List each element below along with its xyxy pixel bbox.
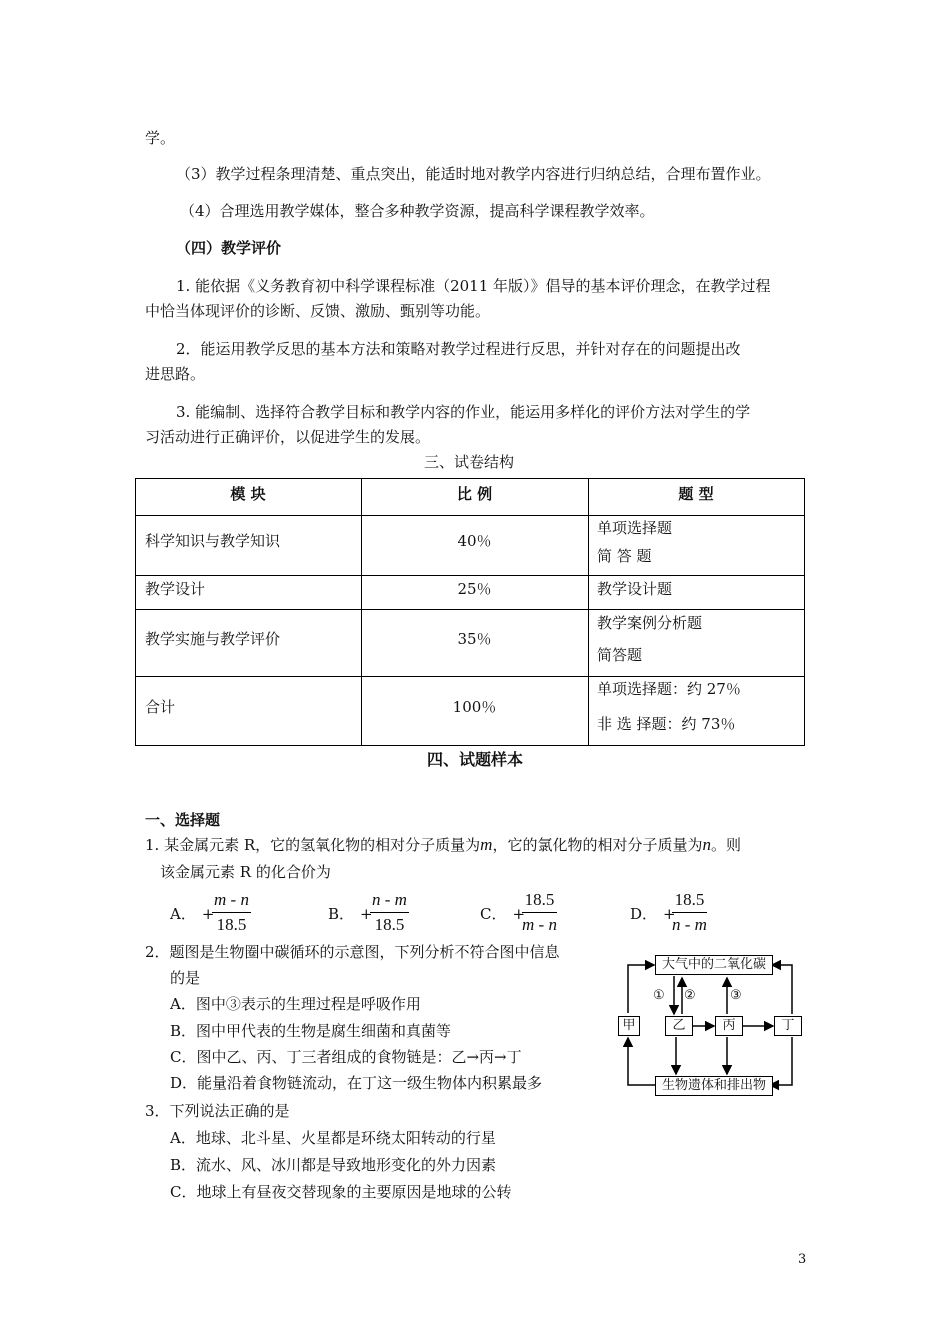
question-3-stem: 3．下列说法正确的是 bbox=[145, 1102, 290, 1120]
table-border bbox=[135, 478, 805, 479]
table-cell-type: 单项选择题 bbox=[597, 519, 673, 537]
table-cell-type: 简答题 bbox=[597, 646, 643, 664]
denominator: m - n bbox=[522, 915, 557, 934]
table-cell-ratio: 35％ bbox=[457, 630, 492, 648]
variable-n: n bbox=[702, 835, 711, 854]
table-border bbox=[135, 515, 805, 516]
samples-title: 四、试题样本 bbox=[426, 750, 523, 769]
table-cell-module: 教学实施与教学评价 bbox=[145, 630, 281, 648]
table-border bbox=[135, 745, 805, 746]
option-label bbox=[170, 903, 214, 924]
carbon-cycle-diagram bbox=[610, 950, 805, 1100]
text-line: 1. 能依据《义务教育初中科学课程标准（2011 年版）》倡导的基本评价理念，在教学过程 bbox=[176, 277, 771, 295]
question-2-option: A．图中③表示的生理过程是呼吸作用 bbox=[170, 995, 421, 1013]
question-2-option: B．图中甲代表的生物是腐生细菌和真菌等 bbox=[170, 1022, 452, 1040]
denominator: 18.5 bbox=[374, 915, 405, 934]
table-border bbox=[588, 478, 589, 746]
plus-sign: + bbox=[201, 905, 215, 923]
plus-sign: + bbox=[512, 905, 526, 923]
question-3-option: A．地球、北斗星、火星都是环绕太阳转动的行星 bbox=[170, 1129, 496, 1147]
text-line: 学。 bbox=[145, 129, 176, 147]
table-title: 三、试卷结构 bbox=[424, 453, 515, 471]
plus-sign: + bbox=[663, 905, 676, 923]
label-1: ① bbox=[653, 988, 665, 1003]
table-border bbox=[135, 609, 805, 610]
question-3-option: C．地球上有昼夜交替现象的主要原因是地球的公转 bbox=[170, 1183, 512, 1201]
table-cell-module: 合计 bbox=[145, 698, 176, 716]
text-line: 进思路。 bbox=[145, 365, 206, 383]
numerator: m - n bbox=[212, 890, 251, 913]
fraction bbox=[672, 890, 707, 935]
table-cell-type: 教学设计题 bbox=[597, 580, 673, 598]
label-3: ③ bbox=[730, 988, 742, 1003]
table-cell-module: 教学设计 bbox=[145, 580, 206, 598]
text-line: 中恰当体现评价的诊断、反馈、激励、甄别等功能。 bbox=[145, 302, 491, 320]
text-run: 。则 bbox=[710, 836, 741, 854]
option-label bbox=[480, 903, 525, 924]
denominator: 18.5 bbox=[216, 915, 247, 934]
table-cell-type: 简 答 题 bbox=[597, 547, 652, 565]
table-header-type: 题 型 bbox=[678, 485, 714, 503]
numerator: 18.5 bbox=[522, 890, 557, 913]
table-cell-ratio: 40％ bbox=[457, 532, 492, 550]
ding-box: 丁 bbox=[774, 1016, 802, 1036]
table-header-module: 模 块 bbox=[230, 485, 266, 503]
text-run: ，它的氯化物的相对分子质量为 bbox=[492, 836, 703, 854]
table-border bbox=[135, 575, 805, 576]
option-letter: B． bbox=[328, 905, 355, 923]
question-2-stem: 2．题图是生物圈中碳循环的示意图，下列分析不符合图中信息 bbox=[145, 943, 560, 961]
option-label bbox=[328, 903, 373, 924]
question-2-option: D．能量沿着食物链流动，在丁这一级生物体内积累最多 bbox=[170, 1074, 543, 1092]
table-cell-ratio: 100％ bbox=[452, 698, 497, 716]
table-cell-module: 科学知识与教学知识 bbox=[145, 532, 281, 550]
text-line: 3. 能编制、选择符合教学目标和教学内容的作业，能运用多样化的评价方法对学生的学 bbox=[176, 403, 751, 421]
variable-m: m bbox=[480, 835, 493, 854]
table-header-ratio: 比 例 bbox=[456, 485, 493, 503]
jia-box: 甲 bbox=[618, 1016, 640, 1036]
question-2-option: C．图中乙、丙、丁三者组成的食物链是：乙→丙→丁 bbox=[170, 1048, 522, 1066]
text-line: 习活动进行正确评价，以促进学生的发展。 bbox=[145, 428, 431, 446]
table-cell-ratio: 25％ bbox=[457, 580, 492, 598]
question-1-stem: 该金属元素 R 的化合价为 bbox=[160, 863, 331, 881]
label-2: ② bbox=[684, 988, 696, 1003]
question-1-stem bbox=[145, 835, 741, 855]
remains-box: 生物遗体和排出物 bbox=[655, 1076, 773, 1096]
fraction bbox=[212, 890, 251, 935]
table-border bbox=[804, 478, 805, 746]
structure-table bbox=[135, 478, 805, 746]
numerator: n - m bbox=[370, 890, 409, 913]
option-letter: A． bbox=[170, 905, 196, 923]
text-line: （4）合理选用教学媒体，整合多种教学资源，提高科学课程教学效率。 bbox=[180, 202, 655, 220]
co2-box: 大气中的二氧化碳 bbox=[655, 955, 773, 975]
plus-sign: + bbox=[360, 905, 373, 923]
fraction bbox=[370, 890, 409, 935]
yi-box: 乙 bbox=[665, 1016, 693, 1036]
question-2-stem: 的是 bbox=[170, 969, 201, 987]
text-line: 2．能运用教学反思的基本方法和策略对教学过程进行反思，并针对存在的问题提出改 bbox=[176, 340, 741, 358]
section-heading: 一、选择题 bbox=[145, 811, 221, 829]
option-letter: C． bbox=[480, 905, 507, 923]
option-letter: D． bbox=[630, 905, 658, 923]
numerator: 18.5 bbox=[672, 890, 707, 913]
table-cell-type: 单项选择题：约 27％ bbox=[597, 680, 741, 698]
option-label bbox=[630, 903, 676, 924]
text-run: 1. 某金属元素 R，它的氢氧化物的相对分子质量为 bbox=[145, 836, 481, 854]
text-line: （3）教学过程条理清楚、重点突出，能适时地对教学内容进行归纳总结，合理布置作业。 bbox=[176, 165, 771, 183]
denominator: n - m bbox=[672, 915, 707, 934]
page-number: 3 bbox=[798, 1252, 807, 1267]
table-cell-type: 非 选 择题：约 73％ bbox=[597, 715, 736, 733]
section-heading: （四）教学评价 bbox=[176, 239, 282, 257]
fraction bbox=[522, 890, 557, 935]
question-3-option: B．流水、风、冰川都是导致地形变化的外力因素 bbox=[170, 1156, 497, 1174]
table-border bbox=[135, 676, 805, 677]
table-border bbox=[135, 478, 136, 746]
table-cell-type: 教学案例分析题 bbox=[597, 614, 703, 632]
bing-box: 丙 bbox=[715, 1016, 743, 1036]
